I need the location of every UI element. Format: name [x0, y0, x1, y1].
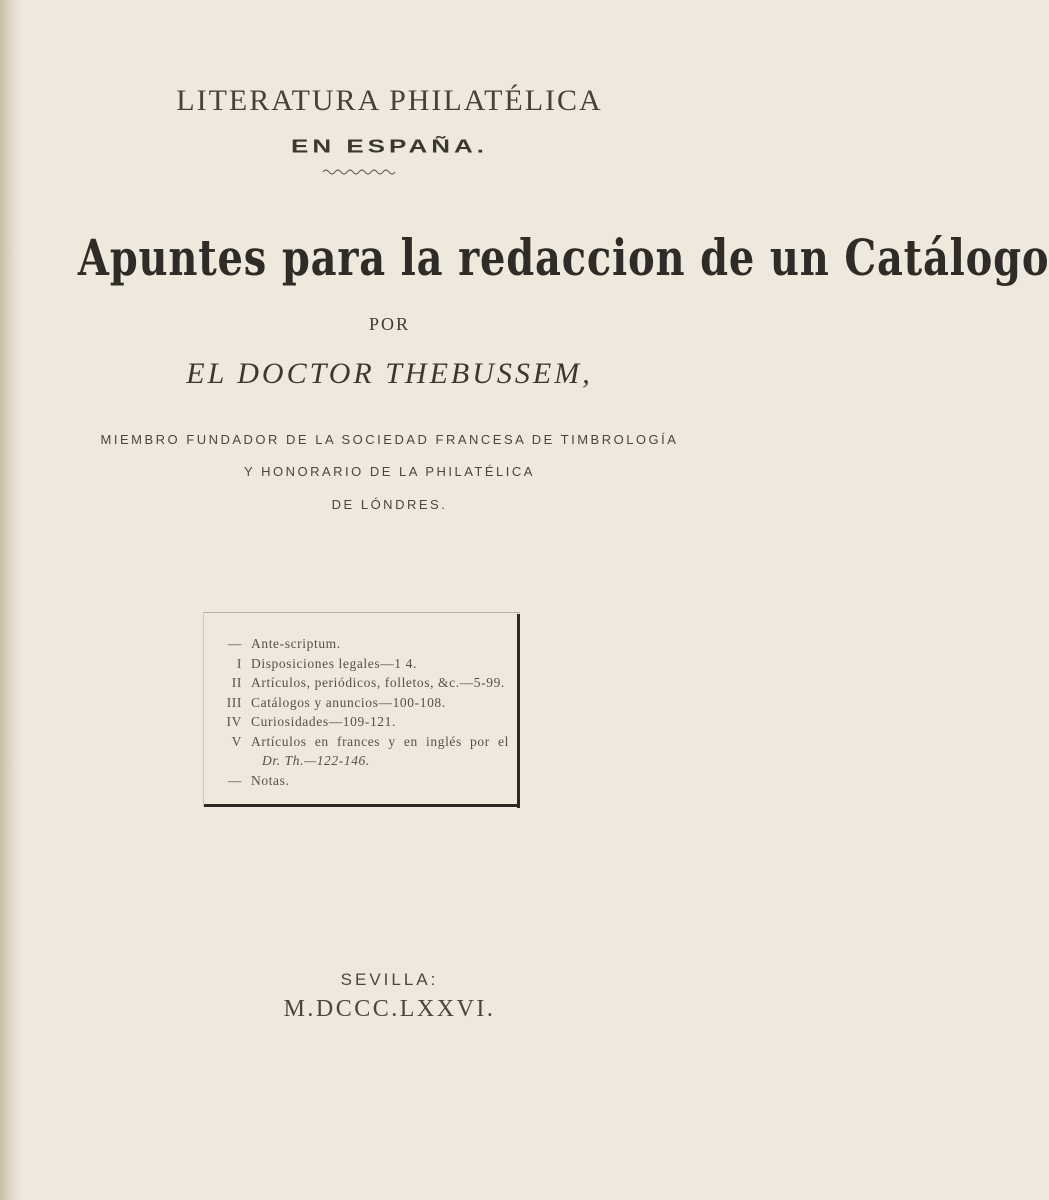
- contents-number: I: [236, 655, 242, 671]
- contents-number: III: [226, 694, 242, 710]
- contents-row: [210, 753, 510, 773]
- title-line-1: LITERATURA PHILATÉLICA: [176, 84, 603, 117]
- contents-row: [210, 695, 510, 715]
- contents-number: —: [227, 772, 242, 788]
- contents-text: Disposiciones legales—1 4.: [251, 655, 417, 671]
- contents-row: [210, 773, 510, 793]
- contents-row: [210, 656, 510, 676]
- contents-list: [210, 636, 510, 792]
- wavy-rule-ornament: [323, 168, 395, 176]
- membership-line-3: DE LÓNDRES.: [331, 497, 448, 512]
- subtitle-blackletter: Apuntes para la redaccion de un Catálogo: [77, 228, 1049, 287]
- contents-row: [210, 636, 510, 656]
- contents-frame-right-rule: [517, 614, 520, 808]
- contents-text: Dr. Th.—122-146.: [262, 753, 370, 768]
- membership-line-1: MIEMBRO FUNDADOR DE LA SOCIEDAD FRANCESA DE TIMBROLOGÍA: [100, 432, 679, 447]
- contents-text: Ante-scriptum.: [251, 636, 341, 651]
- contents-number: —: [227, 636, 242, 651]
- imprint-place: SEVILLA:: [340, 970, 439, 989]
- imprint-year: M.DCCC.LXXVI.: [283, 996, 496, 1022]
- by-label: POR: [368, 314, 410, 334]
- contents-row: [210, 714, 510, 734]
- contents-text: Catálogos y anuncios—100-108.: [251, 694, 446, 710]
- contents-row: [210, 734, 510, 754]
- author-name: EL DOCTOR THEBUSSEM,: [186, 357, 593, 390]
- contents-number: IV: [226, 714, 242, 729]
- contents-number: II: [231, 675, 242, 690]
- membership-line-2: Y HONORARIO DE LA PHILATÉLICA: [244, 464, 535, 479]
- contents-text: Notas.: [251, 772, 290, 788]
- contents-text: Curiosidades—109-121.: [251, 714, 396, 729]
- contents-row: [210, 675, 510, 695]
- title-line-2: EN ESPAÑA.: [291, 135, 488, 157]
- contents-text: Artículos, periódicos, folletos, &c.—5-99.: [251, 675, 505, 690]
- contents-frame-bottom-rule: [204, 804, 520, 807]
- contents-text: Artículos en frances y en inglés por el: [251, 733, 509, 749]
- contents-number: V: [231, 733, 242, 749]
